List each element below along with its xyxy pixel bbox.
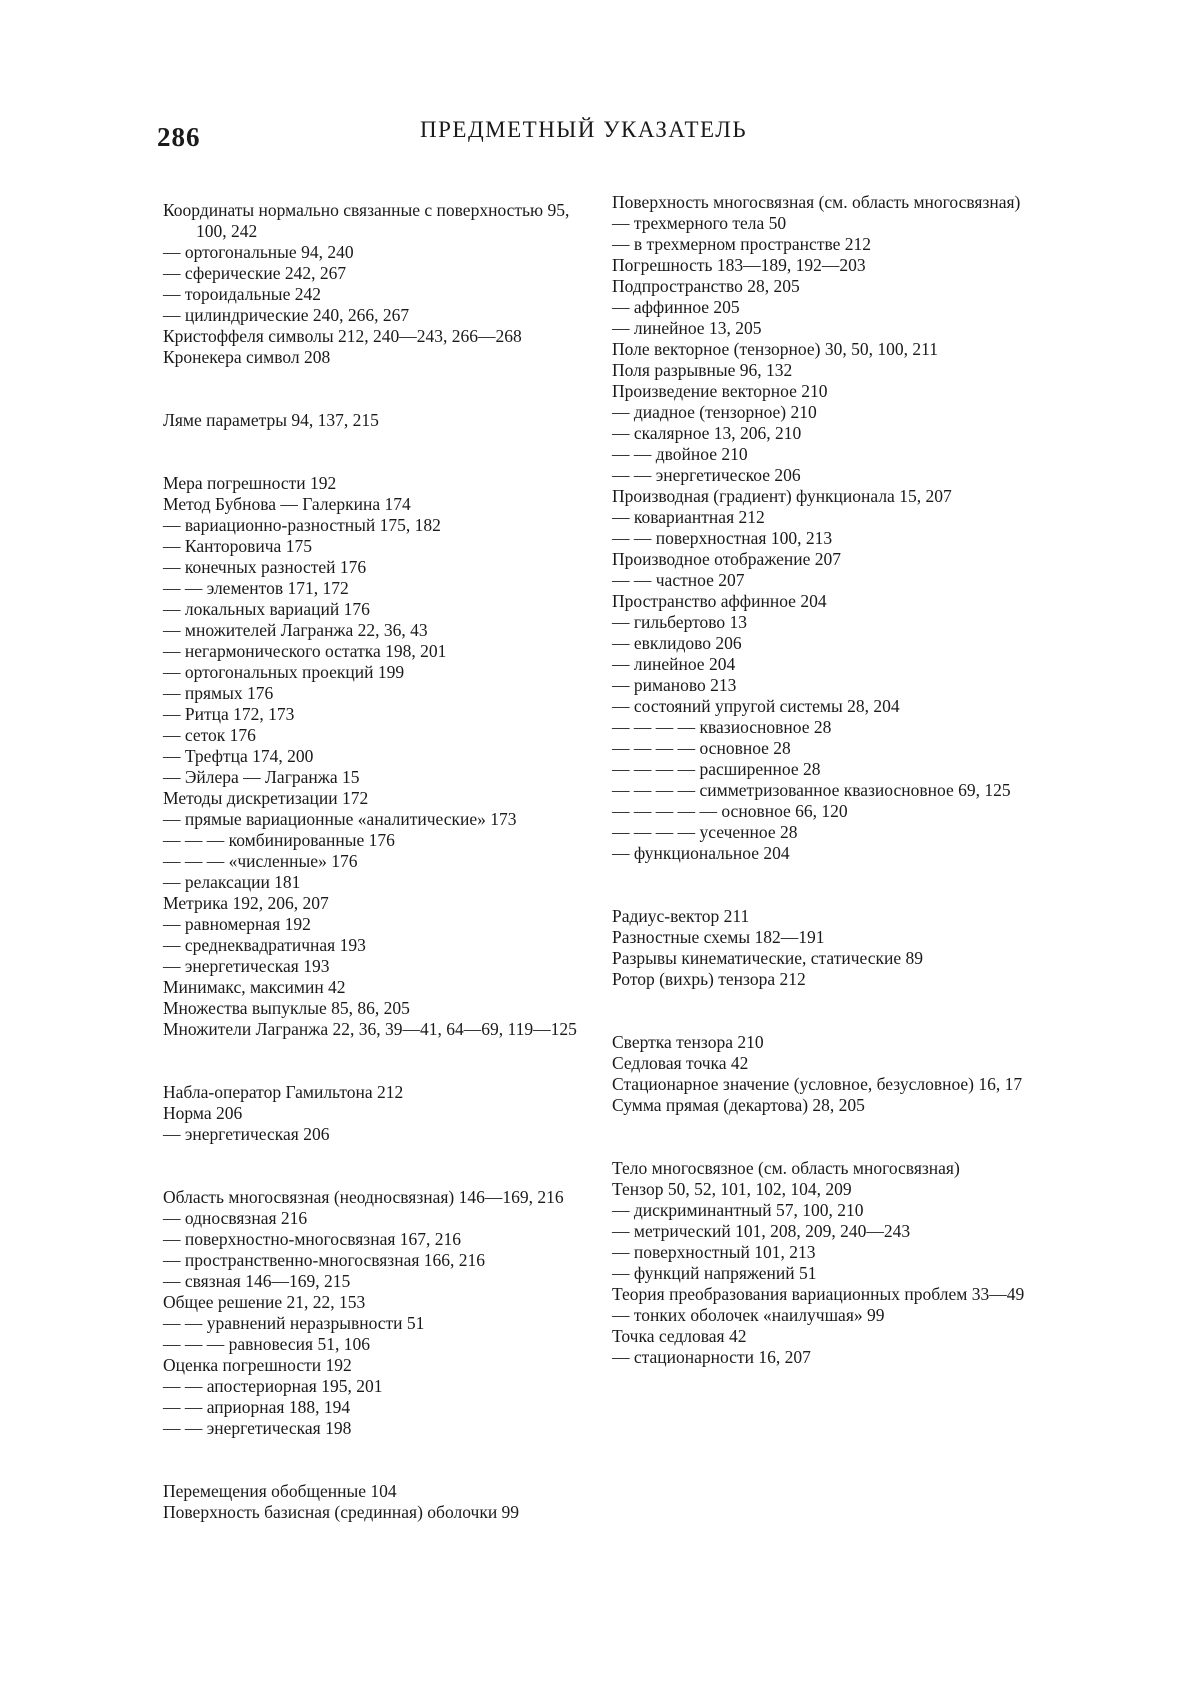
index-entry: Точка седловая 42	[612, 1326, 747, 1346]
index-entry: Стационарное значение (условное, безусловное) 16, 17	[612, 1074, 1023, 1094]
index-subentry: — — элементов 171, 172	[163, 578, 349, 598]
index-subentry: — — частное 207	[612, 570, 745, 590]
index-subentry: — — — равновесия 51, 106	[163, 1334, 370, 1354]
index-subentry: — прямых 176	[163, 683, 274, 703]
index-subentry: — скалярное 13, 206, 210	[612, 423, 802, 443]
index-entry: Поля разрывные 96, 132	[612, 360, 793, 380]
section-gap	[163, 431, 603, 473]
index-entry: Поверхность многосвязная (см. область многосвязная)	[612, 192, 1021, 212]
index-entry: Кристоффеля символы 212, 240—243, 266—268	[163, 326, 522, 346]
index-entry: Координаты нормально связанные с поверхностью 95, 100, 242	[163, 200, 570, 241]
index-subentry: — — — — усеченное 28	[612, 822, 798, 842]
index-subentry: — ковариантная 212	[612, 507, 765, 527]
index-subentry: — равномерная 192	[163, 914, 311, 934]
index-entry: Метод Бубнова — Галеркина 174	[163, 494, 411, 514]
index-subentry: — тонких оболочек «наилучшая» 99	[612, 1305, 885, 1325]
index-subentry: — Ритца 172, 173	[163, 704, 295, 724]
index-subentry: — цилиндрические 240, 266, 267	[163, 305, 410, 325]
index-subentry: — энергетическая 206	[163, 1124, 330, 1144]
index-subentry: — ортогональные 94, 240	[163, 242, 354, 262]
index-subentry: — Эйлера — Лагранжа 15	[163, 767, 360, 787]
index-entry: Разностные схемы 182—191	[612, 927, 825, 947]
index-subentry: — — — — квазиосновное 28	[612, 717, 832, 737]
index-subentry: — локальных вариаций 176	[163, 599, 370, 619]
index-subentry: — — двойное 210	[612, 444, 748, 464]
index-subentry: — — апостериорная 195, 201	[163, 1376, 383, 1396]
index-subentry: — — поверхностная 100, 213	[612, 528, 833, 548]
index-entry: Тензор 50, 52, 101, 102, 104, 209	[612, 1179, 852, 1199]
index-entry: Произведение векторное 210	[612, 381, 828, 401]
index-entry: Перемещения обобщенные 104	[163, 1481, 397, 1501]
index-subentry: — энергетическая 193	[163, 956, 330, 976]
index-subentry: — трехмерного тела 50	[612, 213, 787, 233]
index-subentry: — функциональное 204	[612, 843, 790, 863]
index-entry: Разрывы кинематические, статические 89	[612, 948, 923, 968]
index-entry: Множители Лагранжа 22, 36, 39—41, 64—69, 119—125	[163, 1019, 577, 1039]
index-entry: Седловая точка 42	[612, 1053, 749, 1073]
index-subentry: — — — комбинированные 176	[163, 830, 395, 850]
index-subentry: — тороидальные 242	[163, 284, 321, 304]
index-entry: Радиус-вектор 211	[612, 906, 750, 926]
index-subentry: — аффинное 205	[612, 297, 740, 317]
index-entry: Оценка погрешности 192	[163, 1355, 352, 1375]
index-entry: Производная (градиент) функционала 15, 207	[612, 486, 952, 506]
index-subentry: — функций напряжений 51	[612, 1263, 817, 1283]
index-column-right	[612, 192, 1042, 1368]
index-subentry: — гильбертово 13	[612, 612, 748, 632]
index-subentry: — евклидово 206	[612, 633, 742, 653]
index-subentry: — множителей Лагранжа 22, 36, 43	[163, 620, 428, 640]
index-entry: Пространство аффинное 204	[612, 591, 827, 611]
index-subentry: — — — — — основное 66, 120	[612, 801, 848, 821]
index-entry: Мера погрешности 192	[163, 473, 337, 493]
index-subentry: — негармонического остатка 198, 201	[163, 641, 447, 661]
index-subentry: — пространственно-многосвязная 166, 216	[163, 1250, 486, 1270]
index-subentry: — линейное 204	[612, 654, 736, 674]
index-entry: Сумма прямая (декартова) 28, 205	[612, 1095, 865, 1115]
index-entry: Подпространство 28, 205	[612, 276, 800, 296]
index-entry: Ротор (вихрь) тензора 212	[612, 969, 806, 989]
index-subentry: — — — — симметризованное квазиосновное 69, 125	[612, 780, 1011, 800]
index-subentry: — односвязная 216	[163, 1208, 308, 1228]
index-entry: Производное отображение 207	[612, 549, 842, 569]
index-subentry: — — уравнений неразрывности 51	[163, 1313, 425, 1333]
index-subentry: — — энергетическое 206	[612, 465, 801, 485]
index-subentry: — диадное (тензорное) 210	[612, 402, 817, 422]
index-subentry: — риманово 213	[612, 675, 737, 695]
index-entry: Ляме параметры 94, 137, 215	[163, 410, 379, 430]
index-subentry: — Трефтца 174, 200	[163, 746, 314, 766]
index-entry: Погрешность 183—189, 192—203	[612, 255, 866, 275]
index-entry: Свертка тензора 210	[612, 1032, 764, 1052]
index-entry: Набла-оператор Гамильтона 212	[163, 1082, 404, 1102]
index-subentry: — линейное 13, 205	[612, 318, 762, 338]
index-column-left	[163, 200, 603, 1523]
index-subentry: — прямые вариационные «аналитические» 173	[163, 809, 517, 829]
section-gap	[163, 1439, 603, 1481]
index-subentry: — поверхностно-многосвязная 167, 216	[163, 1229, 462, 1249]
index-subentry: — — — — основное 28	[612, 738, 791, 758]
section-gap	[612, 864, 1042, 906]
index-subentry: — метрический 101, 208, 209, 240—243	[612, 1221, 911, 1241]
index-entry: Минимакс, максимин 42	[163, 977, 346, 997]
index-entry: Методы дискретизации 172	[163, 788, 369, 808]
index-entry: Тело многосвязное (см. область многосвязная)	[612, 1158, 960, 1178]
running-title: ПРЕДМЕТНЫЙ УКАЗАТЕЛЬ	[420, 117, 748, 142]
index-entry: Метрика 192, 206, 207	[163, 893, 329, 913]
section-gap	[163, 1040, 603, 1082]
index-subentry: — дискриминантный 57, 100, 210	[612, 1200, 864, 1220]
index-subentry: — сеток 176	[163, 725, 256, 745]
index-subentry: — среднеквадратичная 193	[163, 935, 366, 955]
index-subentry: — связная 146—169, 215	[163, 1271, 351, 1291]
index-entry: Область многосвязная (неодносвязная) 146—169, 216	[163, 1187, 564, 1207]
index-entry: Общее решение 21, 22, 153	[163, 1292, 366, 1312]
index-entry: Поле векторное (тензорное) 30, 50, 100, 211	[612, 339, 938, 359]
index-subentry: — стационарности 16, 207	[612, 1347, 811, 1367]
index-subentry: — — априорная 188, 194	[163, 1397, 351, 1417]
index-subentry: — сферические 242, 267	[163, 263, 347, 283]
section-gap	[612, 990, 1042, 1032]
index-subentry: — состояний упругой системы 28, 204	[612, 696, 900, 716]
index-subentry: — — — — расширенное 28	[612, 759, 821, 779]
index-subentry: — поверхностный 101, 213	[612, 1242, 816, 1262]
section-gap	[612, 1116, 1042, 1158]
page-number: 286	[157, 122, 201, 152]
index-subentry: — вариационно-разностный 175, 182	[163, 515, 441, 535]
index-subentry: — — — «численные» 176	[163, 851, 358, 871]
index-entry: Поверхность базисная (срединная) оболочки 99	[163, 1502, 520, 1522]
section-gap	[163, 368, 603, 410]
index-subentry: — — энергетическая 198	[163, 1418, 352, 1438]
index-entry: Теория преобразования вариационных проблем 33—49	[612, 1284, 1025, 1304]
index-entry: Кронекера символ 208	[163, 347, 331, 367]
index-entry: Множества выпуклые 85, 86, 205	[163, 998, 410, 1018]
index-subentry: — ортогональных проекций 199	[163, 662, 405, 682]
index-subentry: — релаксации 181	[163, 872, 301, 892]
index-subentry: — конечных разностей 176	[163, 557, 367, 577]
index-entry: Норма 206	[163, 1103, 243, 1123]
section-gap	[163, 1145, 603, 1187]
index-subentry: — в трехмерном пространстве 212	[612, 234, 872, 254]
index-subentry: — Канторовича 175	[163, 536, 312, 556]
